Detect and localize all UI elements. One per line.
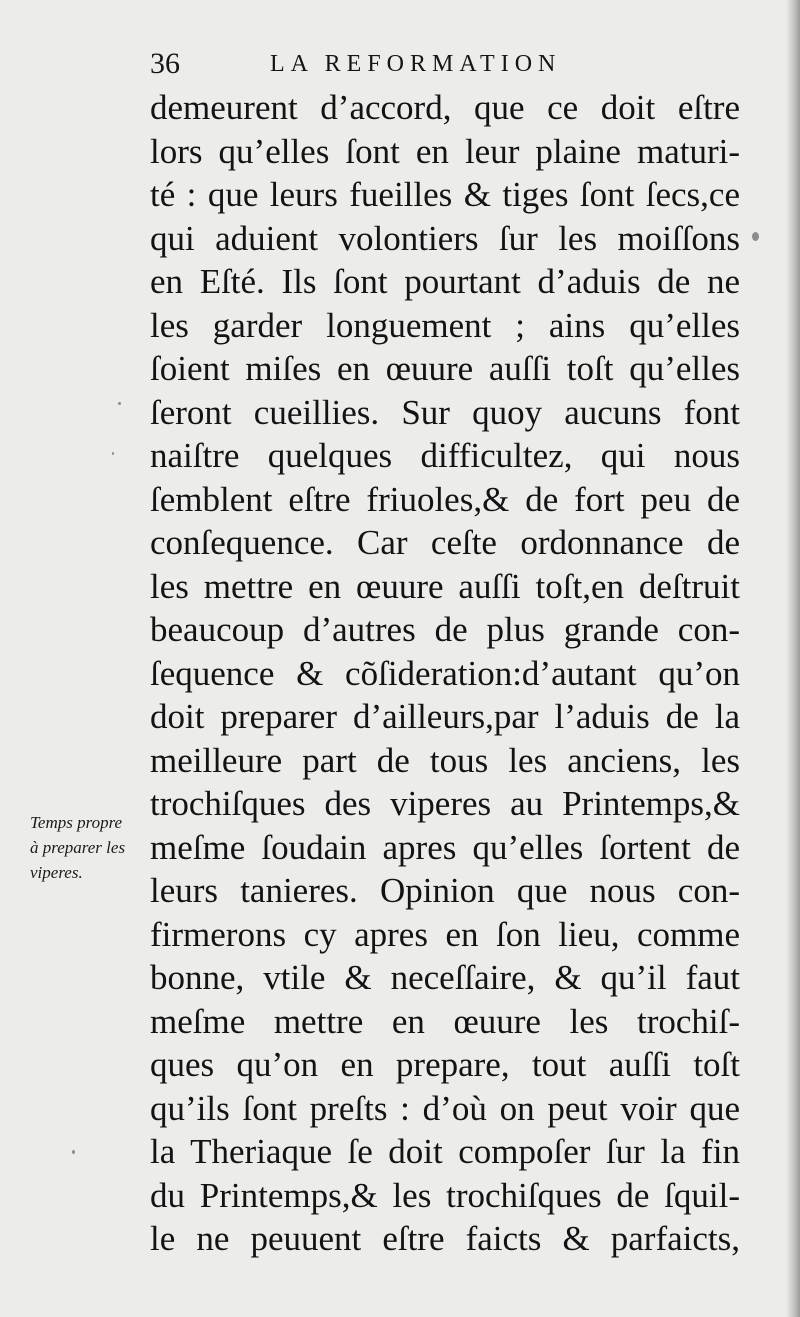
text-line: doit preparer d’ailleurs,par l’aduis de la [150, 697, 740, 736]
text-line: bonne, vtile & neceſſaire, & qu’il faut [150, 958, 740, 997]
text-line: les mettre en œuure auſſi toſt,en deſtruit [150, 566, 740, 606]
page-gutter-shadow [786, 0, 800, 1317]
marginal-note [30, 810, 170, 885]
text-line: ſequence & cõſideration:d’autant qu’on [150, 653, 740, 693]
text-line: meſme mettre en œuure les trochiſ- [150, 1001, 740, 1041]
text-line: ſoient miſes en œuure auſſi toſt qu’elles [150, 349, 740, 388]
text-line: qui aduient volontiers ſur les moiſſons [150, 218, 740, 258]
paper-speck [752, 232, 759, 241]
marginal-note-line: viperes. [30, 863, 83, 882]
paper-speck [72, 1150, 75, 1154]
text-line: ques qu’on en prepare, tout auſſi toſt [150, 1045, 740, 1084]
text-line: lors qu’elles ſont en leur plaine maturi- [150, 131, 740, 171]
running-title: LA REFORMATION [270, 51, 562, 77]
marginal-note-line: à preparer les [30, 838, 126, 857]
text-line: qu’ils ſont preſts : d’où on peut voir que [150, 1088, 740, 1128]
text-line: meſme ſoudain apres qu’elles ſortent de [150, 827, 740, 867]
paper-speck [112, 452, 114, 455]
text-line: firmerons cy apres en ſon lieu, comme [150, 914, 740, 954]
text-line: trochiſques des viperes au Printemps,& [150, 784, 740, 823]
page-header [150, 44, 620, 84]
text-line: ſeront cueillies. Sur quoy aucuns font [150, 392, 740, 432]
text-line: leurs tanieres. Opinion que nous con- [150, 871, 740, 910]
text-line: naiſtre quelques difficultez, qui nous [150, 436, 740, 475]
text-line: conſequence. Car ceſte ordonnance de [150, 523, 740, 562]
text-line: les garder longuement ; ains qu’elles [150, 305, 740, 345]
text-line: en Eſté. Ils ſont pourtant d’aduis de ne [150, 262, 740, 301]
text-line: meilleure part de tous les anciens, les [150, 740, 740, 780]
paper-speck [118, 402, 121, 405]
text-line: té : que leurs fueilles & tiges ſont ſecs,ce [150, 175, 740, 214]
text-line: beaucoup d’autres de plus grande con- [150, 610, 740, 649]
text-line: du Printemps,& les trochiſques de ſquil- [150, 1175, 740, 1215]
text-line: demeurent d’accord, que ce doit eſtre [150, 88, 740, 127]
main-text-block [150, 86, 740, 1261]
page-number: 36 [150, 47, 180, 80]
text-line: la Theriaque ſe doit compoſer ſur la fin [150, 1132, 740, 1171]
marginal-note-line: Temps propre [30, 813, 123, 832]
text-line: ſemblent eſtre friuoles,& de fort peu de [150, 479, 740, 519]
text-line: le ne peuuent eſtre faicts & parfaicts, [150, 1219, 740, 1258]
